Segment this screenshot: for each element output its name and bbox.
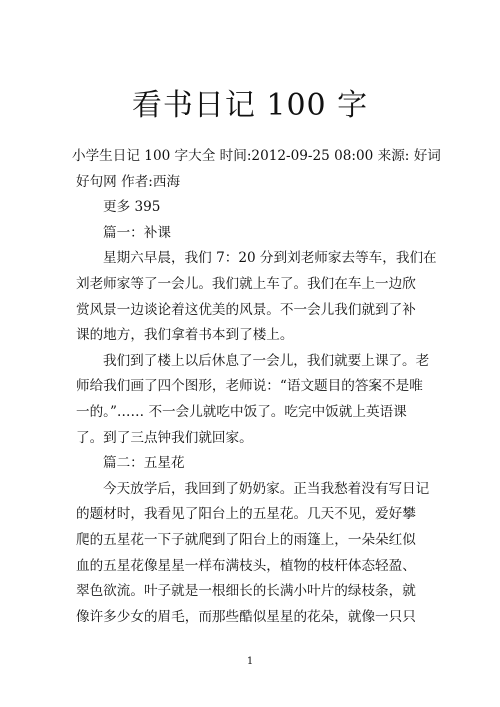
page-number: 1 [246,656,254,667]
page-title: 看书日记 100 字 [131,88,369,123]
more-link[interactable]: 更多 395 [103,199,161,216]
paragraph-line: 翠色欲流。叶子就是一根细长的长满小叶片的绿枝条，就 [76,583,416,600]
meta-line: 小学生日记 100 字大全 时间:2012-09-25 08:00 来源: 好词 [72,148,441,164]
paragraph-line: 赏风景一边谈论着这优美的风景。不一会儿我们就到了补 [76,301,416,318]
meta-line: 好句网 作者:西海 [76,173,181,190]
article-body [72,144,441,630]
paragraph-line: 刘老师家等了一会儿。我们就上车了。我们在车上一边欣 [76,275,416,292]
paragraph-line: 课的地方，我们拿着书本到了楼上。 [76,327,294,344]
section-heading: 篇二：五星花 [103,455,185,472]
paragraph-line: 像许多少女的眉毛，而那些酷似星星的花朵，就像一只只 [76,608,416,625]
paragraph-line: 血的五星花像星星一样布满枝头，植物的枝杆体态轻盈、 [76,557,416,574]
paragraph-line: 了。到了三点钟我们就回家。 [76,429,253,446]
paragraph-line: 今天放学后，我回到了奶奶家。正当我愁着没有写日记 [103,480,430,497]
paragraph-line: 我们到了楼上以后休息了一会儿，我们就要上课了。老 [103,352,430,369]
paragraph-line: 一的。”…… 不一会儿就吃中饭了。吃完中饭就上英语课 [76,403,407,420]
paragraph-line: 师给我们画了四个图形，老师说：“语文题目的答案不是唯 [76,378,423,395]
paragraph-line: 爬的五星花一下子就爬到了阳台上的雨篷上，一朵朵红似 [76,531,416,548]
section-heading: 篇一：补课 [103,224,171,241]
paragraph-line: 的题材时，我看见了阳台上的五星花。几天不见，爱好攀 [76,506,416,523]
paragraph-line: 星期六早晨，我们 7：20 分到刘老师家去等车，我们在 [103,250,437,267]
